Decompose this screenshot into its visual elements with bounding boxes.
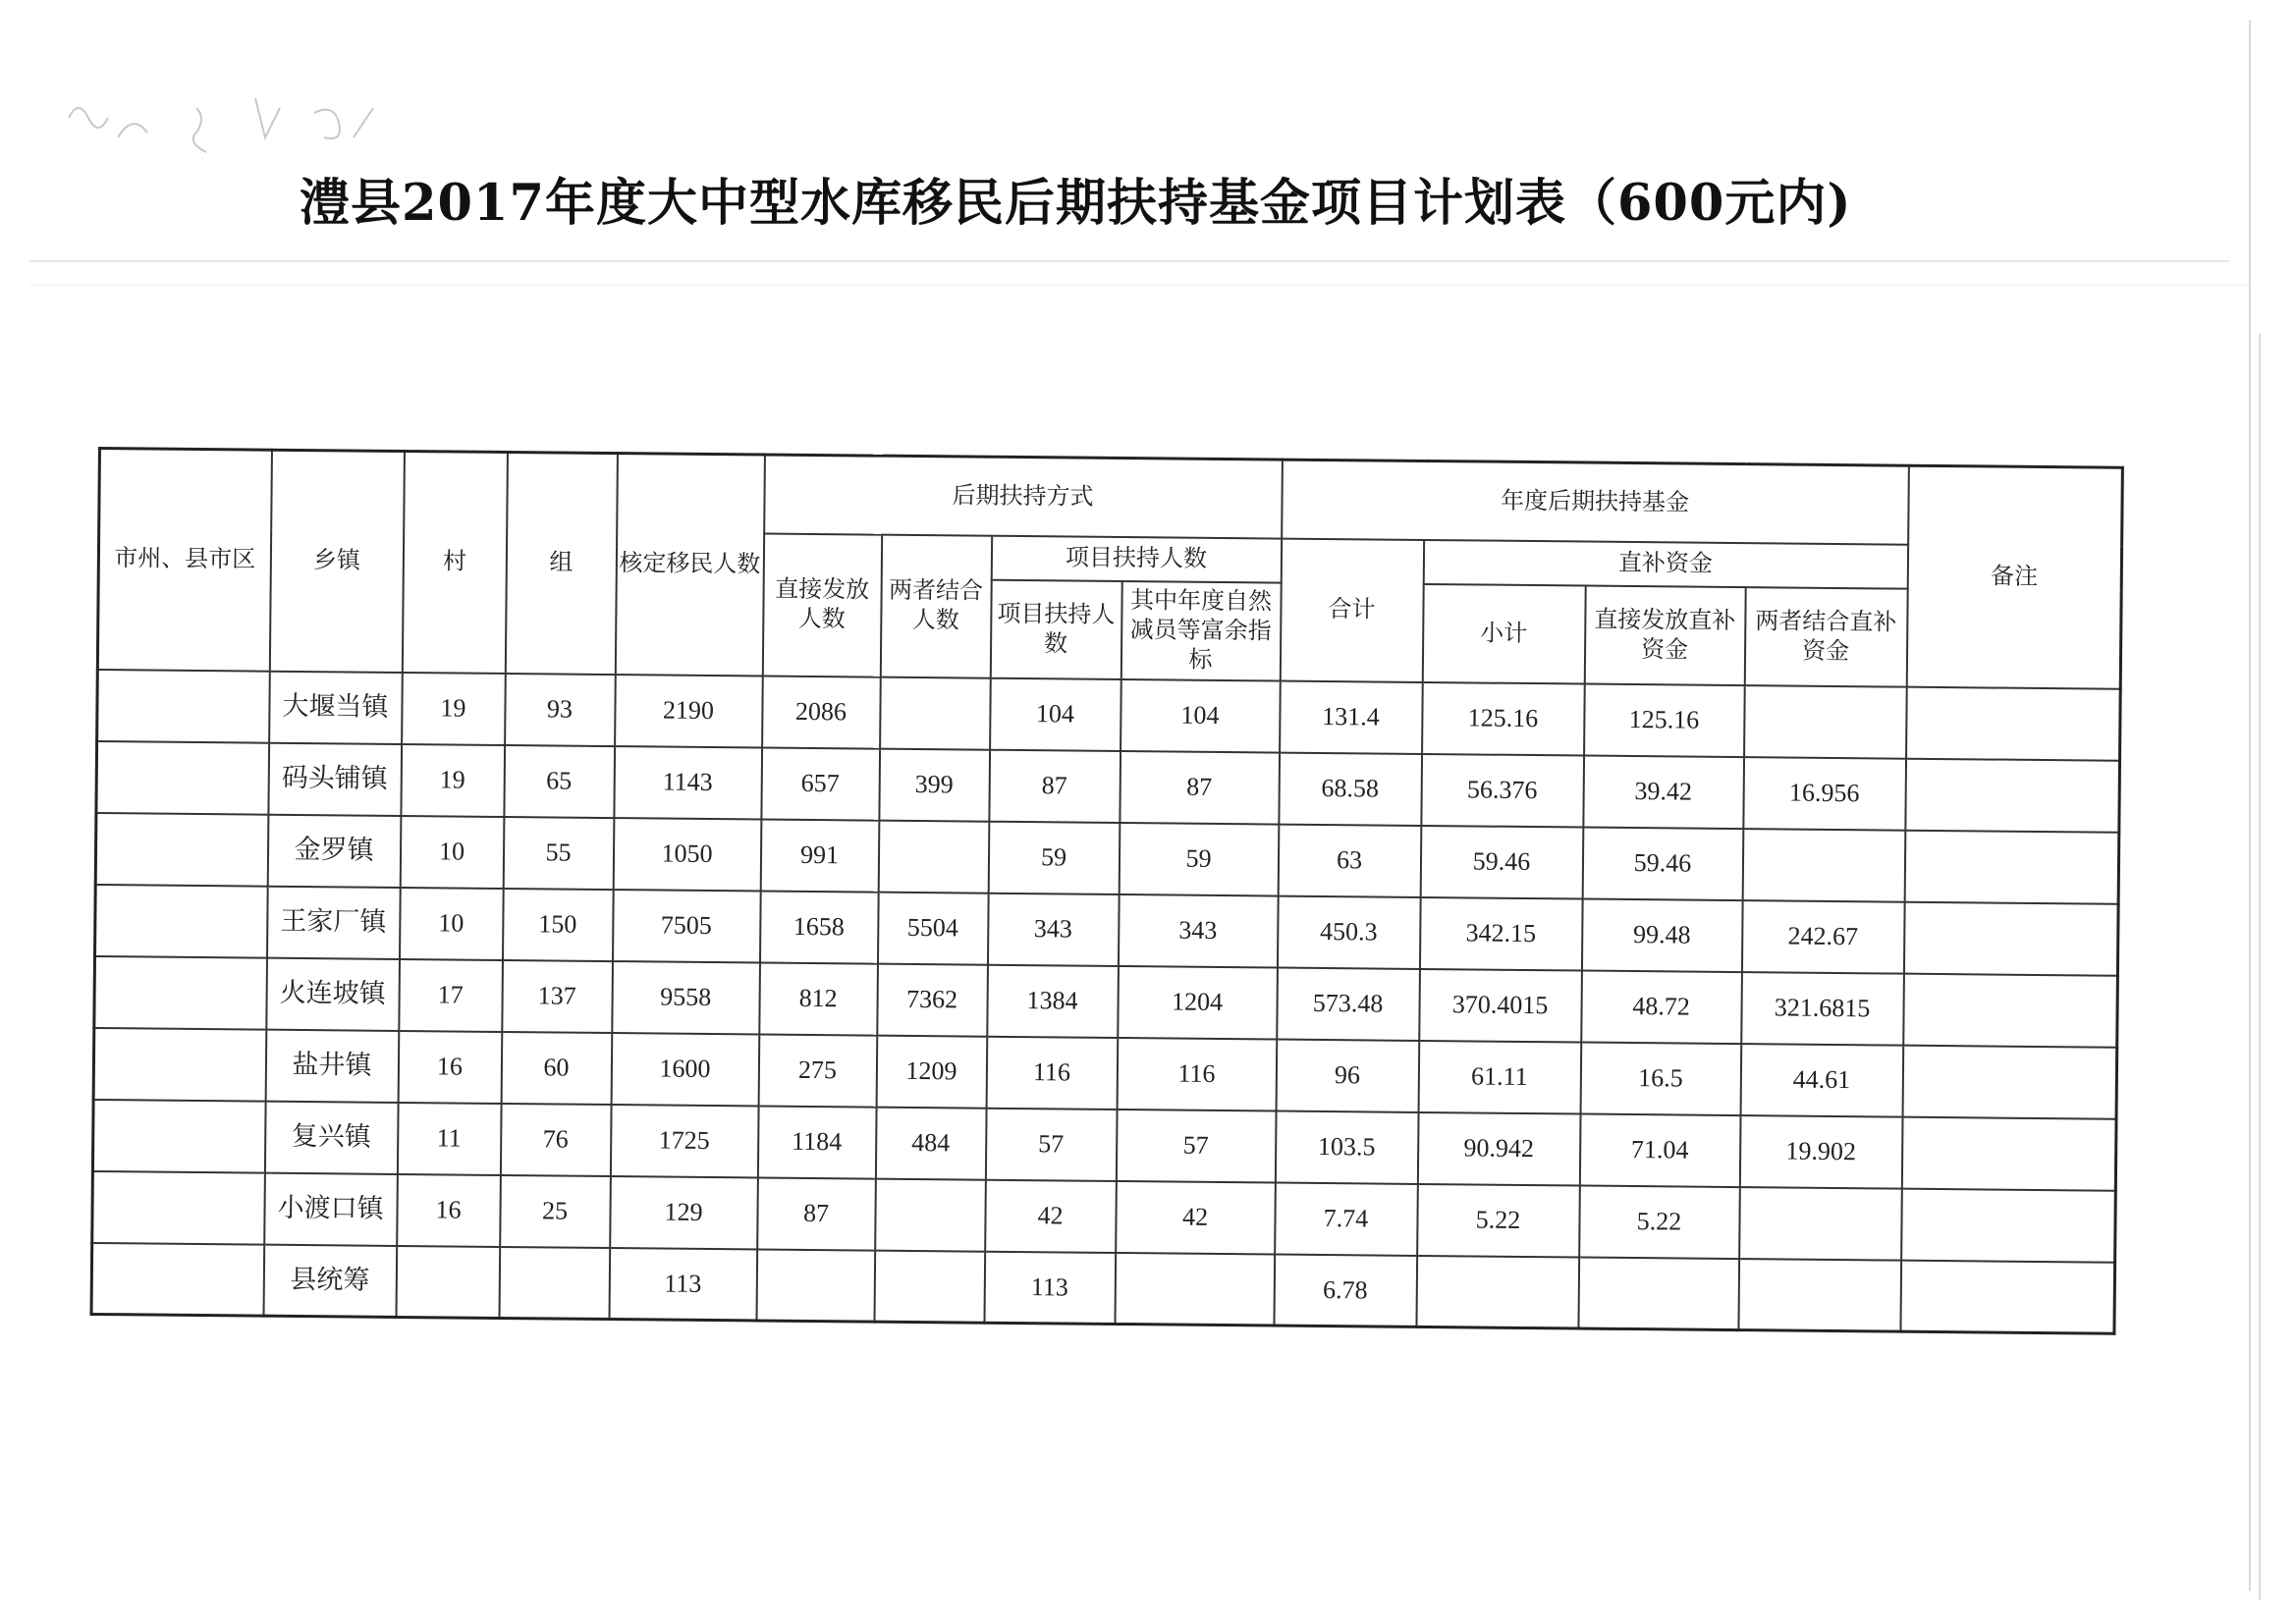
cell-total: 450.3: [1277, 895, 1420, 968]
cell-village: 11: [397, 1102, 501, 1174]
cell-approved-migrants: 129: [610, 1176, 758, 1249]
cell-direct-payment-subsidy: [1578, 1257, 1739, 1330]
cell-direct-payment-people: 991: [760, 819, 879, 892]
cell-project-support-people: 343: [987, 893, 1119, 965]
cell-approved-migrants: 1050: [613, 818, 761, 891]
cell-combined-subsidy: [1738, 1259, 1901, 1332]
cell-combined-subsidy: 16.956: [1743, 757, 1906, 831]
col-header-total: 合计: [1280, 538, 1423, 681]
cell-total: 103.5: [1275, 1110, 1418, 1183]
cell-subtotal: 342.15: [1419, 896, 1582, 970]
cell-direct-payment-people: 657: [761, 747, 880, 820]
cell-region: [93, 1027, 266, 1101]
cell-direct-payment-subsidy: 16.5: [1580, 1042, 1741, 1115]
cell-region: [94, 955, 267, 1029]
cell-combined-subsidy: [1744, 685, 1907, 759]
paper-edge: [2249, 20, 2251, 1591]
cell-remarks: [1901, 1116, 2116, 1190]
cell-combined-subsidy: 19.902: [1739, 1115, 1902, 1189]
cell-natural-reduction: 57: [1116, 1109, 1276, 1182]
cell-remarks: [1900, 1260, 2115, 1333]
col-header-subtotal: 小计: [1422, 583, 1585, 683]
cell-total: 63: [1278, 824, 1421, 896]
cell-subtotal: 5.22: [1417, 1183, 1580, 1257]
cell-total: 573.48: [1277, 967, 1420, 1040]
cell-direct-payment-subsidy: 48.72: [1581, 970, 1742, 1044]
col-header-approved-migrants: 核定移民人数: [615, 454, 764, 676]
cell-region: [96, 741, 269, 815]
cell-combined-people: 7362: [877, 963, 988, 1036]
paper-fold-line: [29, 260, 2229, 262]
cell-remarks: [1906, 686, 2121, 760]
cell-town: 大堰当镇: [269, 671, 403, 743]
col-header-group: 组: [505, 452, 617, 674]
cell-approved-migrants: 1725: [610, 1105, 758, 1177]
col-header-direct-payment-subsidy: 直接发放直补资金: [1584, 585, 1745, 685]
cell-combined-people: [880, 677, 991, 749]
cell-approved-migrants: 1600: [611, 1033, 759, 1106]
cell-combined-subsidy: 242.67: [1741, 900, 1904, 974]
cell-natural-reduction: 116: [1117, 1037, 1277, 1110]
paper-fold-line: [29, 285, 2249, 286]
cell-combined-people: [878, 820, 989, 893]
cell-region: [97, 670, 270, 743]
cell-combined-subsidy: 44.61: [1740, 1044, 1903, 1117]
cell-remarks: [1901, 1188, 2116, 1262]
cell-project-support-people: 1384: [987, 964, 1119, 1037]
cell-group: [499, 1246, 610, 1319]
cell-group: 76: [500, 1103, 611, 1175]
cell-remarks: [1903, 973, 2118, 1047]
cell-direct-payment-people: 87: [757, 1177, 876, 1250]
cell-direct-payment-subsidy: 99.48: [1581, 898, 1742, 972]
col-header-project-support-people-sub: 项目扶持人数: [990, 579, 1121, 678]
cell-combined-people: 5504: [877, 892, 988, 964]
cell-remarks: [1904, 830, 2119, 903]
cell-project-support-people: 116: [986, 1036, 1118, 1109]
cell-town: 盐井镇: [265, 1029, 399, 1102]
col-header-region: 市州、县市区: [97, 449, 271, 672]
cell-natural-reduction: 104: [1121, 679, 1281, 753]
col-header-natural-reduction: 其中年度自然减员等富余指标: [1121, 581, 1281, 681]
cell-town: 码头铺镇: [268, 742, 402, 815]
cell-project-support-people: 113: [984, 1251, 1116, 1324]
cell-direct-payment-people: 1658: [759, 891, 878, 963]
cell-approved-migrants: 2190: [615, 675, 763, 747]
cell-group: 60: [501, 1031, 612, 1104]
cell-town: 金罗镇: [267, 814, 401, 887]
cell-direct-payment-people: 1184: [757, 1106, 876, 1178]
cell-combined-subsidy: [1739, 1187, 1902, 1261]
cell-subtotal: 370.4015: [1419, 968, 1582, 1042]
cell-region: [91, 1242, 264, 1316]
cell-natural-reduction: 42: [1116, 1180, 1276, 1254]
cell-village: 17: [399, 958, 503, 1031]
cell-natural-reduction: 59: [1119, 822, 1279, 895]
page-title: 澧县2017年度大中型水库移民后期扶持基金项目计划表（600元内): [300, 174, 1852, 233]
cell-combined-people: [874, 1250, 985, 1323]
cell-combined-people: 484: [875, 1107, 986, 1179]
cell-approved-migrants: 1143: [614, 746, 762, 819]
cell-subtotal: 61.11: [1418, 1040, 1581, 1113]
cell-village: 16: [398, 1030, 502, 1103]
cell-project-support-people: 104: [990, 677, 1121, 750]
paper-edge: [2259, 334, 2261, 1600]
cell-direct-payment-subsidy: 5.22: [1579, 1185, 1740, 1259]
cell-group: 150: [503, 888, 614, 960]
cell-village: 16: [397, 1173, 501, 1246]
cell-combined-people: 399: [879, 748, 990, 821]
cell-direct-payment-subsidy: 39.42: [1583, 755, 1744, 829]
cell-project-support-people: 59: [988, 821, 1120, 893]
cell-direct-payment-subsidy: 71.04: [1579, 1113, 1740, 1187]
cell-subtotal: 59.46: [1420, 825, 1583, 898]
cell-group: 93: [505, 673, 616, 745]
cell-direct-payment-people: [756, 1249, 875, 1322]
cell-direct-payment-subsidy: 59.46: [1582, 827, 1743, 900]
cell-village: 19: [401, 743, 505, 816]
cell-remarks: [1905, 758, 2120, 832]
cell-region: [95, 884, 268, 957]
cell-direct-payment-people: 812: [759, 962, 878, 1035]
cell-direct-payment-people: 2086: [762, 676, 881, 748]
col-header-project-support-people: 项目扶持人数: [991, 535, 1281, 582]
col-header-town: 乡镇: [269, 450, 404, 672]
cell-total: 131.4: [1280, 680, 1423, 753]
cell-region: [92, 1099, 265, 1172]
cell-town: 县统筹: [263, 1244, 397, 1317]
cell-subtotal: 56.376: [1421, 753, 1584, 827]
header-row: [99, 449, 2123, 547]
cell-town: 复兴镇: [264, 1101, 398, 1173]
cell-natural-reduction: 1204: [1118, 965, 1278, 1039]
cell-approved-migrants: 7505: [612, 890, 760, 962]
cell-group: 65: [504, 744, 615, 817]
cell-approved-migrants: 9558: [612, 961, 760, 1034]
cell-village: 10: [400, 887, 504, 959]
col-header-direct-payment-people: 直接发放人数: [762, 533, 881, 677]
cell-natural-reduction: 87: [1120, 751, 1280, 825]
col-header-village: 村: [402, 451, 507, 673]
cell-subtotal: [1416, 1255, 1579, 1328]
cell-combined-people: [875, 1178, 986, 1251]
cell-town: 小渡口镇: [264, 1172, 398, 1245]
cell-project-support-people: 87: [989, 749, 1121, 822]
cell-region: [92, 1170, 265, 1244]
col-header-support-method: 后期扶持方式: [764, 455, 1283, 538]
cell-village: [396, 1245, 500, 1318]
cell-town: 火连坡镇: [266, 957, 400, 1030]
cell-village: 10: [400, 815, 504, 888]
fund-plan-table: [90, 447, 2124, 1335]
cell-region: [95, 812, 268, 886]
cell-village: 19: [402, 672, 506, 744]
cell-project-support-people: 42: [985, 1179, 1117, 1252]
col-header-combined-subsidy: 两者结合直补资金: [1744, 587, 1907, 687]
cell-town: 王家厂镇: [267, 886, 401, 958]
cell-group: 137: [502, 959, 613, 1032]
cell-natural-reduction: 343: [1118, 893, 1278, 967]
cell-combined-subsidy: [1742, 829, 1905, 902]
col-header-combined-people: 两者结合人数: [880, 534, 991, 677]
cell-direct-payment-subsidy: 125.16: [1584, 683, 1745, 757]
cell-subtotal: 125.16: [1422, 681, 1585, 755]
col-header-remarks: 备注: [1906, 465, 2122, 688]
cell-total: 7.74: [1275, 1182, 1418, 1255]
cell-group: 55: [503, 816, 614, 889]
cell-subtotal: 90.942: [1417, 1111, 1580, 1185]
cell-combined-people: 1209: [876, 1035, 987, 1108]
cell-total: 68.58: [1279, 752, 1422, 825]
cell-combined-subsidy: 321.6815: [1741, 972, 1904, 1046]
cell-remarks: [1903, 901, 2118, 975]
col-header-direct-subsidy: 直补资金: [1423, 539, 1907, 588]
col-header-annual-fund: 年度后期扶持基金: [1282, 460, 1909, 544]
cell-group: 25: [500, 1174, 611, 1247]
cell-total: 96: [1276, 1039, 1419, 1111]
cell-direct-payment-people: 275: [758, 1034, 877, 1107]
cell-project-support-people: 57: [985, 1108, 1117, 1180]
cell-approved-migrants: 113: [609, 1248, 757, 1321]
cell-natural-reduction: [1115, 1252, 1275, 1326]
cell-remarks: [1902, 1045, 2117, 1118]
cell-total: 6.78: [1274, 1254, 1417, 1326]
